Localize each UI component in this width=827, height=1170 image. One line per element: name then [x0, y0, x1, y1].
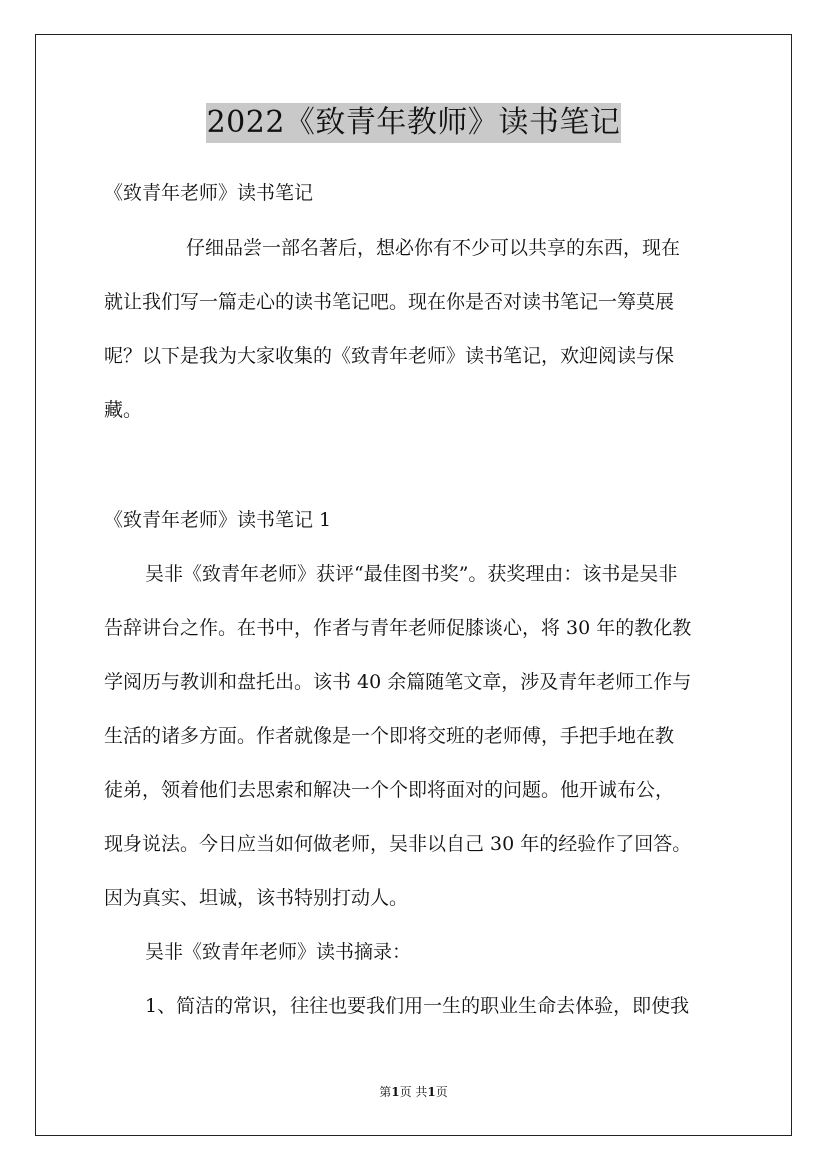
title-container — [0, 103, 827, 143]
body-line-4: 生活的诸多方面。作者就像是一个即将交班的老师傅，手把手地在教 — [104, 725, 675, 747]
footer-mid: 页 共 — [399, 1085, 428, 1099]
body-line-6: 现身说法。今日应当如何做老师，吴非以自己 30 年的经验作了回答。 — [104, 833, 692, 855]
footer-page-number: 1 — [391, 1085, 400, 1099]
intro-line-2: 就让我们写一篇走心的读书笔记吧。现在你是否对读书笔记一筹莫展 — [104, 291, 675, 313]
page-footer — [0, 1084, 827, 1100]
footer-suffix: 页 — [435, 1085, 448, 1099]
body-line-3: 学阅历与教训和盘托出。该书 40 余篇随笔文章，涉及青年老师工作与 — [104, 671, 692, 693]
footer-prefix: 第 — [379, 1085, 392, 1099]
intro-line-4: 藏。 — [104, 399, 143, 421]
document-title: 2022《致青年教师》读书笔记 — [206, 103, 622, 143]
excerpt-heading: 吴非《致青年老师》读书摘录： — [145, 941, 412, 963]
document-subtitle: 《致青年老师》读书笔记 — [104, 182, 314, 204]
footer-page-total: 1 — [427, 1085, 436, 1099]
body-line-1: 吴非《致青年老师》获评“最佳图书奖”。获奖理由：该书是吴非 — [145, 563, 678, 585]
excerpt-line-1: 1、简洁的常识，往往也要我们用一生的职业生命去体验，即使我 — [145, 995, 690, 1017]
intro-line-3: 呢？以下是我为大家收集的《致青年老师》读书笔记，欢迎阅读与保 — [104, 345, 675, 367]
intro-line-1: 仔细品尝一部名著后，想必你有不少可以共享的东西，现在 — [186, 237, 681, 259]
body-line-5: 徒弟，领着他们去思索和解决一个个即将面对的问题。他开诚布公， — [104, 779, 675, 801]
section-heading: 《致青年老师》读书笔记 1 — [104, 509, 332, 531]
body-line-7: 因为真实、坦诚，该书特别打动人。 — [104, 887, 409, 909]
body-line-2: 告辞讲台之作。在书中，作者与青年老师促膝谈心，将 30 年的教化教 — [104, 617, 692, 639]
